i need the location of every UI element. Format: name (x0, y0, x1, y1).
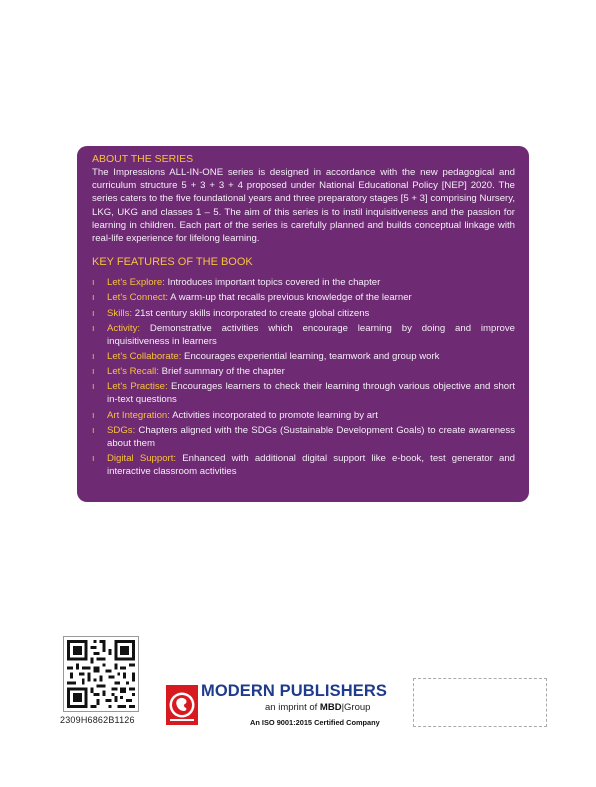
series-info-panel (77, 146, 529, 502)
list-item (92, 452, 515, 478)
feature-description: Encourages experiential learning, teamwork and group work (181, 350, 440, 362)
feature-description: 21st century skills incorporated to create global citizens (132, 307, 370, 319)
imprint-line (265, 702, 370, 713)
list-item (92, 276, 515, 289)
qr-code-block (60, 636, 142, 725)
feature-name: Let's Collaborate: (107, 350, 182, 362)
list-item (92, 365, 515, 378)
bullet-icon: ı (92, 409, 95, 420)
feature-name: Let's Recall: (107, 366, 159, 378)
publisher-name: MODERN PUBLISHERS (201, 682, 387, 700)
qr-code-icon[interactable] (63, 636, 139, 712)
bullet-icon: ı (92, 350, 95, 361)
list-item (92, 424, 515, 450)
bullet-icon: ı (92, 277, 95, 288)
list-item (92, 322, 515, 348)
imprint-prefix: an imprint of (265, 702, 318, 713)
bullet-icon: ı (92, 424, 95, 435)
feature-description: Encourages learners to check their learning through various objective and short in-text questions (107, 381, 515, 406)
list-item (92, 307, 515, 320)
imprint-separator: | (341, 702, 345, 713)
about-series-text: The Impressions ALL-IN-ONE series is designed in accordance with the new pedagogical and curriculum structure 5 + 3 + 3 + 4 proposed under National Educational Policy [NEP] 2020. The series caters to the five foundational years and three preparatory stages [5 + 3] comprising Nursery, LKG, UKG and classes 1 – 5. The aim of this series is to instil inquisitiveness and the passion for learning in children. Each part of the series is carefully planned and builds conceptual linkage with real-life experience for lifelong learning. (92, 167, 515, 245)
price-label-box (413, 678, 547, 727)
feature-name: Art Integration: (107, 409, 170, 421)
feature-name: Digital Support: (107, 452, 177, 464)
about-series-heading: ABOUT THE SERIES (92, 153, 194, 165)
key-features-heading: KEY FEATURES OF THE BOOK (92, 256, 253, 269)
feature-description: Chapters aligned with the SDGs (Sustainable Development Goals) to create awareness about them (107, 424, 515, 449)
bullet-icon: ı (92, 366, 95, 377)
bullet-icon: ı (92, 452, 95, 463)
list-item (92, 291, 515, 304)
list-item (92, 380, 515, 406)
feature-name: Let's Practise: (107, 381, 168, 393)
product-code: 2309H6862B1126 (60, 715, 135, 725)
feature-name: SDGs: (107, 424, 136, 436)
feature-description: Enhanced with additional digital support like e-book, test generator and interactive classroom activities (107, 452, 516, 477)
list-item (92, 409, 515, 422)
iso-certification: An ISO 9001:2015 Certified Company (250, 718, 380, 727)
imprint-group: Group (344, 702, 371, 713)
features-list (92, 276, 515, 478)
bullet-icon: ı (92, 307, 95, 318)
feature-description: Introduces important topics covered in the chapter (164, 277, 381, 289)
feature-description: Demonstrative activities which encourage learning by doing and improve inquisitiveness in learners (107, 322, 515, 347)
imprint-brand: MBD (319, 702, 342, 713)
feature-description: A warm-up that recalls previous knowledge of the learner (168, 292, 412, 304)
feature-description: Activities incorporated to promote learning by art (169, 409, 378, 421)
bullet-icon: ı (92, 381, 95, 392)
bullet-icon: ı (92, 322, 95, 333)
feature-name: Skills: (107, 307, 133, 319)
feature-description: Brief summary of the chapter (158, 366, 285, 378)
list-item (92, 350, 515, 363)
feature-name: Let's Connect: (107, 292, 169, 304)
publisher-logo-icon (165, 684, 199, 726)
feature-name: Activity: (107, 322, 141, 334)
bullet-icon: ı (92, 292, 95, 303)
feature-name: Let's Explore: (107, 277, 165, 289)
